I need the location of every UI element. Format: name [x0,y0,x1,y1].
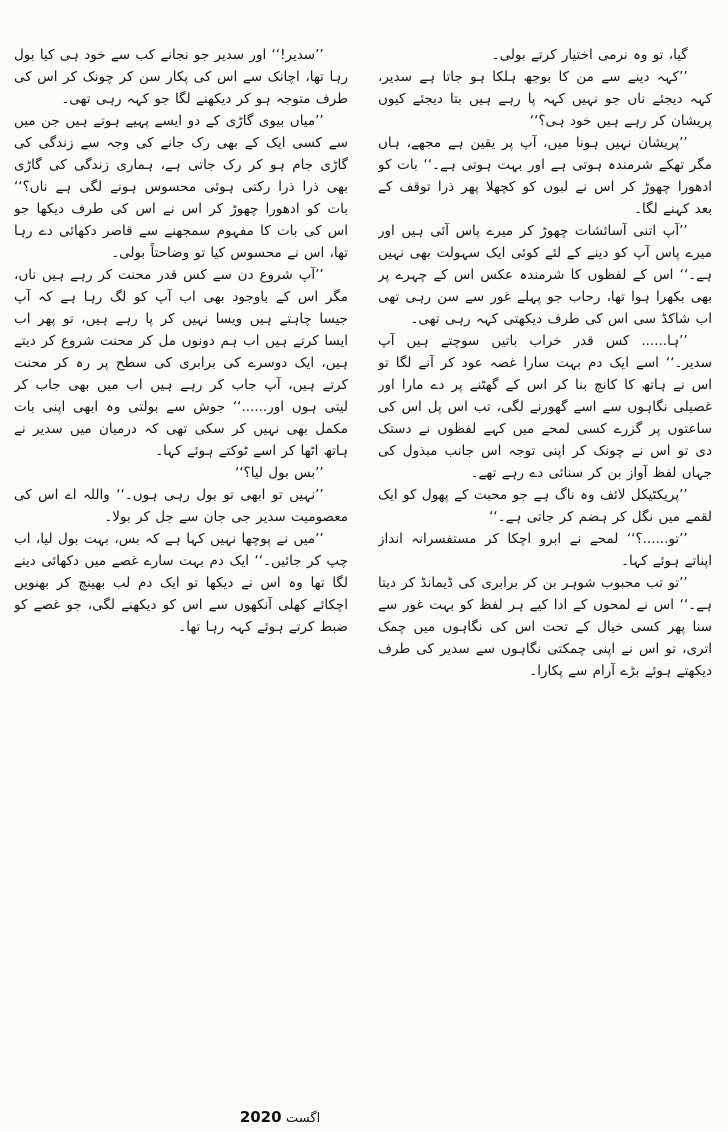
page-footer [150,1108,410,1126]
paragraph: ’’پریشان نہیں ہونا میں، آپ پر یقین ہے مجھے، ہاں مگر تھکے شرمندہ ہوتی ہے اور بہت ہوتی ہے۔‘‘ بات کو ادھورا چھوڑ کر اس نے لبوں کو کچھلا پھر ذرا توقف کے بعد کہنے لگا۔ [378,135,712,217]
paragraph: ’’تو......؟‘‘ لمحے نے ابرو اچکا کر مستفسرانہ انداز اپناتے ہوئے کہا۔ [378,531,712,569]
footer-year: 2020 [239,1108,282,1126]
paragraph: ’’تو تب محبوب شوہر بن کر برابری کی ڈیمانڈ کر دیتا ہے۔‘‘ اس نے لمحوں کے ادا کیے ہر لفظ کو بہت غور سے سنا پھر کسی خیال کے تحت اس کی نگاہوں میں چمک اتری، تو اس نے اپنی چمکتی نگاہوں سے سدیر کی طرف دیکھتے ہوئے بڑے آرام سے پکارا۔ [378,575,712,679]
paragraph: ’’آپ شروع دن سے کس قدر محنت کر رہے ہیں ناں، مگر اس کے باوجود بھی اب آپ کو لگ رہا ہے کہ آپ جیسا چاہتے ہیں ویسا نہیں کر پا رہے ہیں، تو پھر اب ایسا کرتے ہیں اب ہم دونوں مل کر محنت شروع کر دیتے ہیں، ایک دوسرے کی برابری کی سطح پر رہ کر محنت کرتے ہیں، آپ جاب کر رہے ہیں اب میں بھی جاب کر لیتی ہوں اور......‘‘ جوش سے بولتی وہ ابھی اپنی بات مکمل بھی نہیں کر سکی تھی کہ درمیان میں سدیر نے ہاتھ اٹھا کر اسے ٹوکتے ہوئے کہا۔ [14,267,348,459]
right-column [378,44,712,1056]
paragraph: ’’سدیر!‘‘ اور سدیر جو نجانے کب سے خود ہی کیا بول رہا تھا، اچانک سے اس کی پکار سن کر چونک کر اس کی طرف متوجہ ہو کر دیکھنے لگا جو کہہ رہی تھی۔ [14,47,348,107]
left-column [14,44,348,1056]
paragraph: ’’بس بول لیا؟‘‘ [234,465,324,481]
paragraph: ’’میں نے پوچھا نہیں کہا ہے کہ بس، بہت بول لیا، اب چپ کر جائیں۔‘‘ ایک دم بہت سارے غصے میں دکھائی دینے لگا تھا وہ اس نے دیکھا تو ایک دم لب بھینچ کر بھنویں اچکائے کھلی آنکھوں سے اس کو دیکھنے لگی، جو غصے کو ضبط کرتے ہوئے کہہ رہا تھا۔ [14,531,348,635]
footer-month: اگست [286,1111,321,1126]
paragraph: ’’پریکٹیکل لائف وہ ناگ ہے جو محبت کے پھول کو ایک لقمے میں نگل کر ہضم کر جاتی ہے۔‘‘ [378,487,712,525]
paragraph: ’’میاں بیوی گاڑی کے دو ایسے پہیے ہوتے ہیں جن میں سے کسی ایک کے بھی رک جانے کی وجہ سے زندگی کی گاڑی جام ہو کر رک جاتی ہے، ہماری زندگی کی گاڑی بھی ذرا ذرا رکتی ہوئی محسوس ہونے لگی ہے ناں؟‘‘ بات کو ادھورا چھوڑ کر اس نے اس کی طرف دیکھا جو اس کی بات کا مفہوم سمجھنے سے قاصر دکھائی دے رہا تھا، اس نے محسوس کیا تو وضاحتاً بولی۔ [14,113,348,261]
paragraph: ’’نہیں تو ابھی تو بول رہی ہوں۔‘‘ واللہ اے اس کی معصومیت سدیر جی جان سے جل کر بولا۔ [14,487,348,525]
paragraph: ’’ہا...... کس قدر خراب باتیں سوچتے ہیں آپ سدیر۔‘‘ اسے ایک دم بہت سارا غصہ عود کر آنے لگا تو اس نے ہاتھ کا کانچ بنا کر اس کے گھٹنے پر دے مارا اور غصیلی نگاہوں سے اسے گھورنے لگی، تب اس پل اس کی ساعتوں پر گزرے کسی لمحے میں کہے لفظوں نے دستک دی تو اس نے چونک کر اپنی توجہ اس جانب مبذول کی جہاں لفظ آواز بن کر سنائی دے رہے تھے۔ [378,333,712,481]
paragraph: ’’کہہ دینے سے من کا بوجھ ہلکا ہو جاتا ہے سدیر، کہہ دیجئے ناں جو نہیں کہہ پا رہے ہیں بتا دیجئے کیوں پریشان کر رہے ہیں خود ہی؟‘‘ [378,69,712,129]
paragraph: ’’آپ اتنی آسائشات چھوڑ کر میرے پاس آئی ہیں اور میرے پاس آپ کو دینے کے لئے کوئی ایک سہولت بھی نہیں ہے۔‘‘ اس کے لفظوں کا شرمندہ عکس اس کے چہرے پر بھی بکھرا ہوا تھا، رحاب جو پہلے غور سے سن رہی تھی اب شاکڈ سی اس کی طرف دیکھتی کہہ رہی تھی۔ [378,223,712,327]
paragraph: گیا، تو وہ نرمی اختیار کرتے بولی۔ [491,47,688,63]
